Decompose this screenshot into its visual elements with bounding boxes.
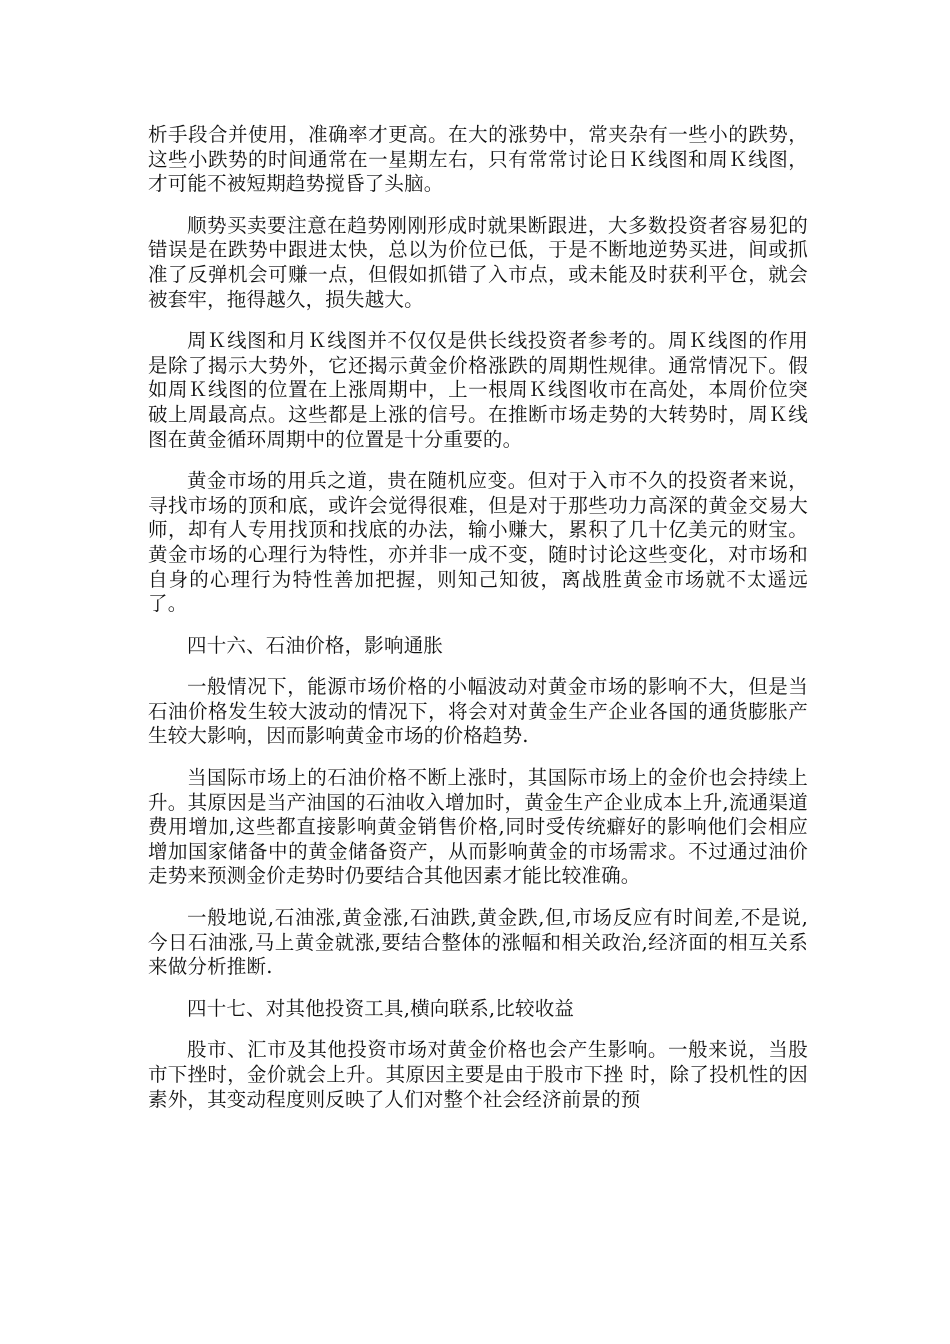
section-heading-46: 四十六、石油价格，影响通胀 — [187, 633, 444, 657]
document-body — [148, 123, 808, 1129]
paragraph-oil-gold-correlation: 一般地说,石油涨,黄金涨,石油跌,黄金跌,但,市场反应有时间差,不是说,今日石油涨,马上黄金就涨,要结合整体的涨幅和相关政治,经济面的相互关系来做分析推断. — [148, 906, 808, 979]
paragraph-oil-price-rise: 当国际市场上的石油价格不断上涨时，其国际市场上的金价也会持续上升。其原因是当产油国的石油收入增加时，黄金生产企业成本上升,流通渠道费用增加,这些都直接影响黄金销售价格,同时受传统癖好的影响他们会相应增加国家储备中的黄金储备资产，从而影响黄金的市场需求。不过通过油价走势来预测金价走势时仍要结合其他因素才能比较准确。 — [148, 766, 808, 888]
paragraph-market-psychology: 黄金市场的用兵之道，贵在随机应变。但对于入市不久的投资者来说，寻找市场的顶和底，或许会觉得很难，但是对于那些功力高深的黄金交易大师，却有人专用找顶和找底的办法，输小赚大，累积了几十亿美元的财宝。黄金市场的心理行为特性，亦并非一成不变，随时讨论这些变化，对市场和自身的心理行为特性善加把握，则知己知彼，离战胜黄金市场就不太遥远了。 — [148, 469, 808, 616]
paragraph-continuation: 析手段合并使用，准确率才更高。在大的涨势中，常夹杂有一些小的跌势，这些小跌势的时间通常在一星期左右，只有常常讨论日Ｋ线图和周Ｋ线图，才可能不被短期趋势搅昏了头脑。 — [148, 123, 808, 196]
paragraph-weekly-kline: 周Ｋ线图和月Ｋ线图并不仅仅是供长线投资者参考的。周Ｋ线图的作用是除了揭示大势外，它还揭示黄金价格涨跌的周期性规律。通常情况下。假如周Ｋ线图的位置在上涨周期中，上一根周Ｋ线图收市在高处，本周价位突破上周最高点。这些都是上涨的信号。在推断市场走势的大转势时，周Ｋ线图在黄金循环周期中的位置是十分重要的。 — [148, 329, 808, 451]
paragraph-energy-market: 一般情况下，能源市场价格的小幅波动对黄金市场的影响不大，但是当石油价格发生较大波动的情况下，将会对对黄金生产企业各国的通货膨胀产生较大影响，因而影响黄金市场的价格趋势. — [148, 675, 808, 748]
paragraph-stock-market: 股市、汇市及其他投资市场对黄金价格也会产生影响。一般来说，当股市下挫时，金价就会上升。其原因主要是由于股市下挫 时，除了投机性的因素外，其变动程度则反映了人们对整个社会经济前景的预 — [148, 1038, 808, 1111]
section-heading-47: 四十七、对其他投资工具,横向联系,比较收益 — [187, 996, 575, 1020]
paragraph-trend-following: 顺势买卖要注意在趋势刚刚形成时就果断跟进，大多数投资者容易犯的错误是在跌势中跟进太快，总以为价位已低，于是不断地逆势买进，间或抓准了反弹机会可赚一点，但假如抓错了入市点，或未能及时获利平仓，就会被套牢，拖得越久，损失越大。 — [148, 213, 808, 311]
